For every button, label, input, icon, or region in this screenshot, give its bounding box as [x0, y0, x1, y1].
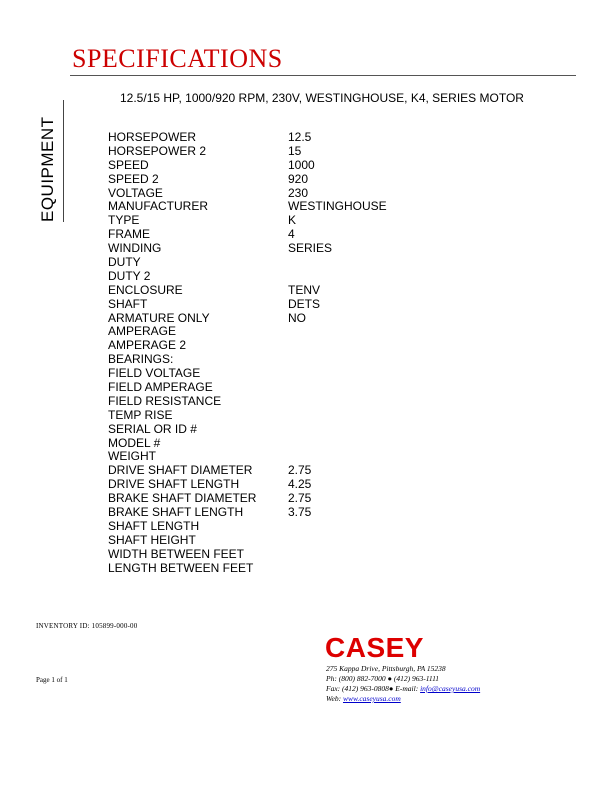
- spec-label: TEMP RISE: [108, 407, 173, 422]
- spec-row: [108, 242, 387, 256]
- spec-label: SPEED 2: [108, 171, 159, 186]
- spec-value: 4.25: [288, 477, 312, 492]
- spec-label: AMPERAGE: [108, 324, 177, 339]
- web-label: Web:: [326, 694, 344, 703]
- website-link[interactable]: www.caseyusa.com: [343, 694, 401, 703]
- spec-row: [108, 173, 387, 187]
- spec-label: DUTY: [108, 255, 141, 270]
- spec-value: 1000: [288, 157, 315, 172]
- spec-row: [108, 228, 387, 242]
- spec-row: [108, 200, 387, 214]
- spec-row: [108, 339, 387, 353]
- spec-value: 230: [288, 185, 309, 200]
- spec-row: [108, 492, 387, 506]
- spec-value: 920: [288, 171, 309, 186]
- spec-value: 4: [288, 227, 295, 242]
- equipment-side-label: EQUIPMENT: [38, 116, 57, 222]
- spec-label: BRAKE SHAFT DIAMETER: [108, 491, 257, 506]
- spec-row: [108, 367, 387, 381]
- spec-label: FRAME: [108, 227, 150, 242]
- spec-row: [108, 312, 387, 326]
- spec-row: [108, 409, 387, 423]
- company-contact: [326, 664, 480, 704]
- spec-label: SERIAL OR ID #: [108, 421, 197, 436]
- spec-row: [108, 159, 387, 173]
- spec-row: [108, 256, 387, 270]
- spec-label: FIELD RESISTANCE: [108, 393, 222, 408]
- spec-label: MODEL #: [108, 435, 161, 450]
- spec-row: [108, 270, 387, 284]
- spec-row: [108, 284, 387, 298]
- company-fax-email: [326, 684, 480, 694]
- spec-row: [108, 562, 387, 576]
- spec-label: HORSEPOWER: [108, 130, 197, 144]
- spec-table: [108, 131, 387, 576]
- spec-label: ENCLOSURE: [108, 282, 183, 297]
- spec-label: SPEED: [108, 157, 149, 172]
- spec-row: [108, 353, 387, 367]
- email-link[interactable]: info@caseyusa.com: [420, 684, 481, 693]
- spec-label: LENGTH BETWEEN FEET: [108, 560, 254, 575]
- title-divider: [70, 75, 576, 76]
- spec-value: DETS: [288, 296, 321, 311]
- company-logo: CASEY: [325, 632, 424, 663]
- spec-label: DRIVE SHAFT DIAMETER: [108, 463, 253, 478]
- spec-label: SHAFT: [108, 296, 148, 311]
- spec-row: [108, 325, 387, 339]
- spec-row: [108, 145, 387, 159]
- spec-value: 3.75: [288, 505, 312, 520]
- equipment-description: 12.5/15 HP, 1000/920 RPM, 230V, WESTINGHOUSE, K4, SERIES MOTOR: [120, 91, 524, 105]
- spec-value: 2.75: [288, 463, 312, 478]
- company-web: [326, 694, 480, 704]
- spec-value: K: [288, 213, 297, 228]
- spec-row: [108, 520, 387, 534]
- spec-value: NO: [288, 310, 306, 325]
- spec-row: [108, 450, 387, 464]
- spec-row: [108, 548, 387, 562]
- spec-value: TENV: [288, 282, 321, 297]
- spec-label: VOLTAGE: [108, 185, 163, 200]
- spec-label: BEARINGS:: [108, 352, 174, 367]
- spec-label: WEIGHT: [108, 449, 156, 464]
- spec-row: [108, 298, 387, 312]
- spec-label: ARMATURE ONLY: [108, 310, 210, 325]
- spec-label: DUTY 2: [108, 268, 151, 283]
- spec-row: [108, 131, 387, 145]
- page-number: Page 1 of 1: [36, 676, 68, 684]
- spec-row: [108, 423, 387, 437]
- spec-row: [108, 187, 387, 201]
- spec-row: [108, 214, 387, 228]
- spec-row: [108, 381, 387, 395]
- spec-label: SHAFT LENGTH: [108, 518, 200, 533]
- spec-label: WINDING: [108, 241, 162, 256]
- company-address: 275 Kappa Drive, Pittsburgh, PA 15238: [326, 664, 446, 673]
- spec-value: SERIES: [288, 241, 333, 256]
- spec-label: MANUFACTURER: [108, 199, 209, 214]
- spec-row: [108, 395, 387, 409]
- spec-label: HORSEPOWER 2: [108, 143, 207, 158]
- spec-label: AMPERAGE 2: [108, 338, 187, 353]
- spec-label: DRIVE SHAFT LENGTH: [108, 477, 240, 492]
- inventory-id: INVENTORY ID: 105899-000-00: [36, 622, 138, 630]
- spec-value: 12.5: [288, 130, 312, 144]
- spec-row: [108, 534, 387, 548]
- spec-label: BRAKE SHAFT LENGTH: [108, 505, 244, 520]
- spec-row: [108, 437, 387, 451]
- spec-label: SHAFT HEIGHT: [108, 532, 196, 547]
- spec-label: TYPE: [108, 213, 140, 228]
- spec-value: 2.75: [288, 491, 312, 506]
- spec-row: [108, 478, 387, 492]
- spec-label: FIELD AMPERAGE: [108, 380, 213, 395]
- side-divider: [63, 100, 64, 222]
- spec-row: [108, 506, 387, 520]
- page-title: SPECIFICATIONS: [72, 44, 283, 73]
- fax-label: Fax: (412) 963-0808● E-mail:: [326, 684, 421, 693]
- spec-row: [108, 464, 387, 478]
- spec-label: FIELD VOLTAGE: [108, 366, 201, 381]
- spec-label: WIDTH BETWEEN FEET: [108, 546, 244, 561]
- spec-value: WESTINGHOUSE: [288, 199, 387, 214]
- company-phone: Ph: (800) 882-7000 ● (412) 963-1111: [326, 674, 440, 683]
- spec-value: 15: [288, 143, 302, 158]
